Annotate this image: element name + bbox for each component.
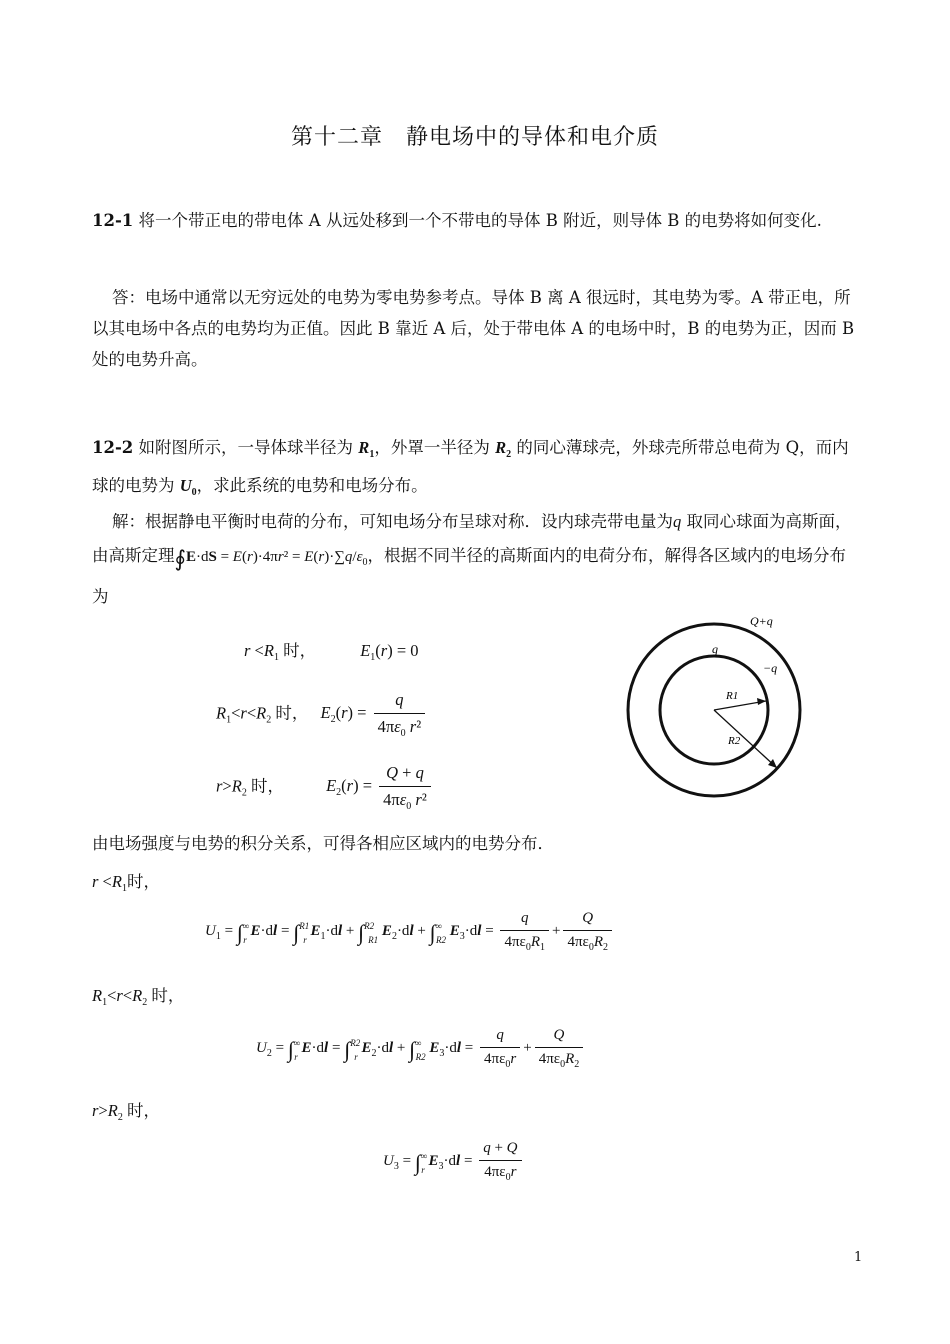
answer-12-1: 答：电场中通常以无穷远处的电势为零电势参考点。导体 B 离 A 很远时，其电势为零。A 带正电，所以其电场中各点的电势均为正值。因此 B 靠近 A 后，处于带电体 A 的电场中时，B 的电势为正，因而 B 处的电势升高。 — [92, 288, 855, 369]
solution-12-2: 解：根据静电平衡时电荷的分布，可知电场分布呈球对称．设内球壳带电量为q 取同心球面为高斯面，由高斯定理∮E·dS = $E(r)\cdot 4\pi r^2 = E(r)\cdot\sum q/\varepsilon_0$，根据不同半径的高斯面内的电荷分布，解得各区域内的电场分布为 — [92, 512, 852, 606]
problem-number: 12-1 — [92, 211, 134, 230]
u3-formula: $U_3 = \int^\infty_r$ $E_3\cdot dl$ = $\frac{q + Q}{4\pi\varepsilon_0r}$ — [383, 1140, 525, 1183]
page-title: 第十二章 静电场中的导体和电介质 — [290, 125, 659, 150]
inner-charge-label: q — [712, 642, 718, 656]
page-number: 1 — [854, 1250, 863, 1265]
e-field-region-2: $R_1<r<R_2$ 时， $E_2(r)$ = $\frac{q}{4\pi\varepsilon_0 r^2}$ — [216, 690, 428, 739]
induced-charge-label: −q — [763, 661, 778, 675]
concentric-spheres-figure — [620, 610, 810, 810]
u2-formula: $U_2 = \int^\infty_r$ E·dl = ∫$^{R2}_r$ $E_2\cdot dl + \int^\infty_{R2}$ $E_3\cdot dl$ = $\frac{q}{4\pi\varepsilon_0r}$ + $\frac{Q}{4\pi\varepsilon_0R_2}$ — [256, 1027, 586, 1070]
outer-charge-label: Q+q — [750, 614, 773, 628]
problem-text: 将一个带正电的带电体 A 从远处移到一个不带电的导体 B 附近，则导体 B 的电势将如何变化. — [138, 211, 822, 230]
arrowhead-icon — [757, 698, 766, 705]
gauss-law: ∮E·dS = $E(r)\cdot 4\pi r^2 = E(r)\cdot\sum q/\varepsilon_0$ — [174, 546, 368, 571]
u-region-3-label: $r>R_2$ 时， — [92, 1101, 160, 1123]
r1-label: R1 — [726, 690, 739, 702]
potential-intro: 由电场强度与电势的积分关系，可得各相应区域内的电势分布． — [92, 834, 554, 853]
u-region-2-label: $R_1<r<R_2$ 时， — [92, 986, 185, 1008]
r2-label: R2 — [728, 735, 741, 747]
u-region-1-label: $r <R_1$时， — [92, 872, 160, 894]
e-field-region-3: $r>R_2$ 时， $E_2(r)$ = $\frac{Q + q}{4\pi\varepsilon_0 r^2}$ — [216, 763, 434, 812]
u1-formula: $U_1 = \int^\infty_r$ E·dl = ∫$^{R1}_r$ $E_1\cdot dl + \int^{R2}_{R1}$ $E_2\cdot dl + \int^\infty_{R2}$ $E_3\cdot dl$ = $\frac{q}{4\pi\varepsilon_0R_1}$ + $\frac{Q}{4\pi\varepsilon_0R_2}$ — [205, 910, 615, 953]
e-field-region-1: $r <R_1$ 时， $E_1(r) = 0$ — [244, 641, 419, 663]
problem-number: 12-2 — [92, 438, 134, 457]
problem-12-2: 12-2 如附图所示，一导体球半径为 $R_1$，外罩一半径为 $R_2$ 的同心薄球壳，外球壳所带总电荷为 Q，而内球的电势为 $U_0$，求此系统的电势和电场分布。 — [92, 438, 849, 498]
problem-12-1 — [92, 205, 862, 236]
